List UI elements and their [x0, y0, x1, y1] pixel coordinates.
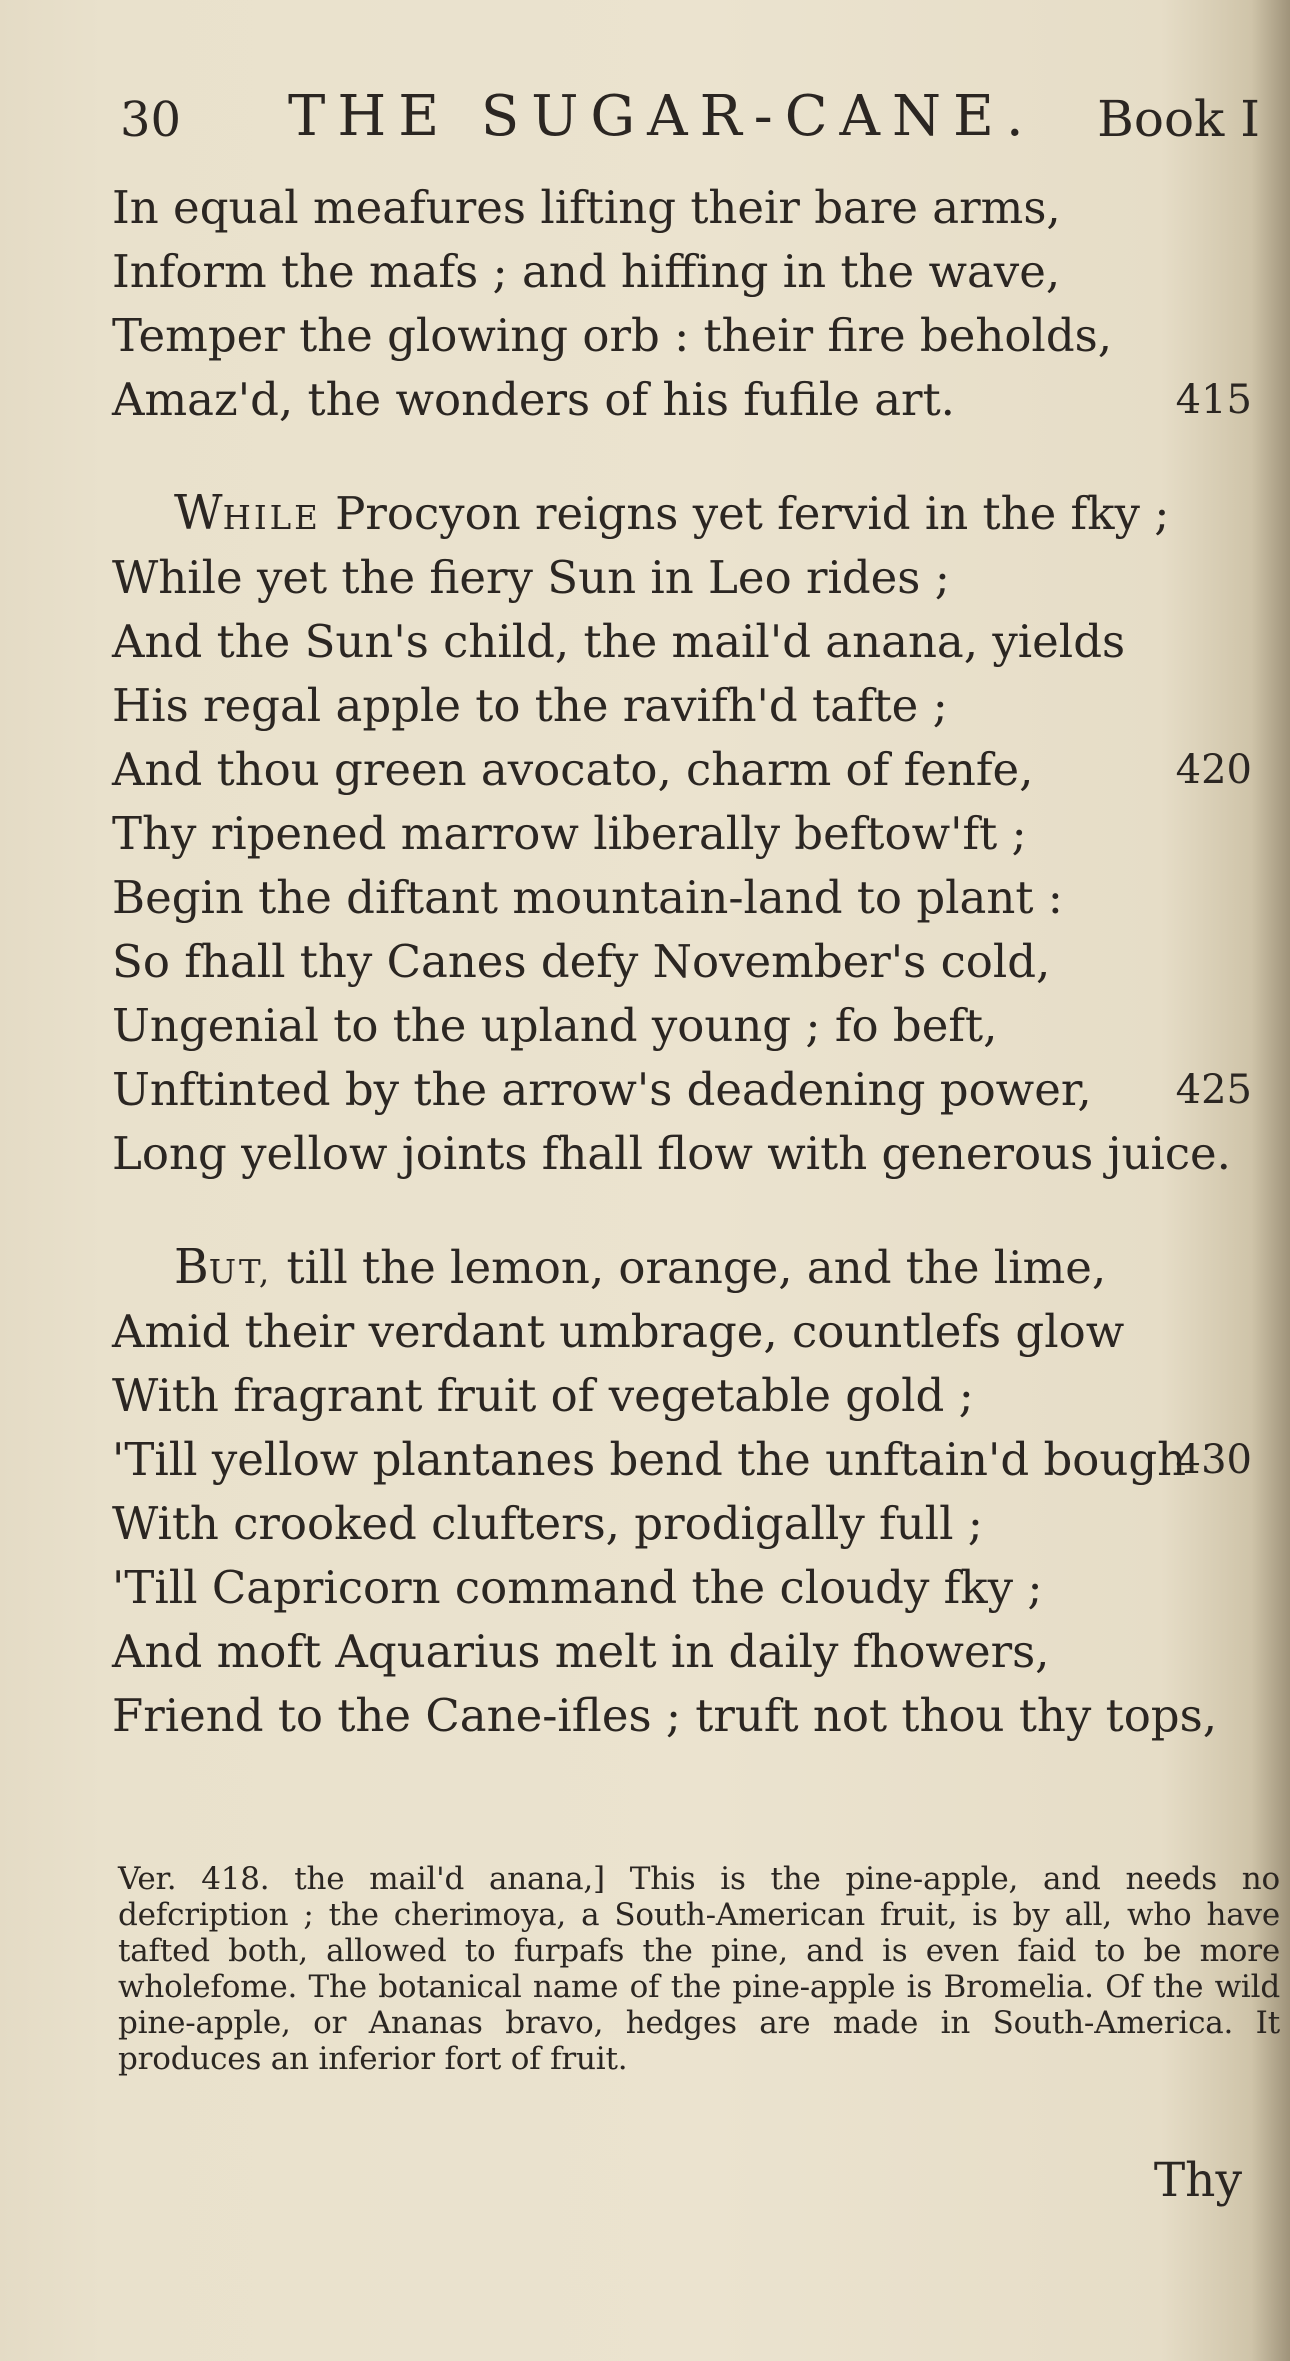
- stanza: [112, 1236, 1252, 1748]
- line-number: 425: [1175, 1067, 1252, 1113]
- verse-line: [112, 1058, 1252, 1122]
- verse-text: In equal meafures lifting their bare arms,: [112, 181, 1061, 234]
- small-caps-lead: UT,: [208, 1253, 273, 1291]
- small-caps-lead: HILE: [222, 499, 321, 537]
- verse-line: [112, 1428, 1252, 1492]
- verse-text: Unftinted by the arrow's deadening power,: [112, 1063, 1092, 1116]
- verse-line: [112, 610, 1252, 674]
- verse-line: [112, 1620, 1252, 1684]
- stanza-initial: W: [174, 486, 223, 541]
- verse-text: Thy ripened marrow liberally beftow'ft ;: [112, 807, 1027, 860]
- verse-line: [112, 546, 1252, 610]
- verse-line: [112, 176, 1252, 240]
- verse-text: And the Sun's child, the mail'd anana, yields: [112, 615, 1126, 668]
- verse-line: [112, 674, 1252, 738]
- verse-line: [112, 802, 1252, 866]
- verse-text: Amaz'd, the wonders of his fufile art.: [112, 373, 955, 426]
- stanza: [112, 482, 1252, 1186]
- verse-text: With fragrant fruit of vegetable gold ;: [112, 1369, 974, 1422]
- verse-line: [112, 368, 1252, 432]
- verse-line: [112, 240, 1252, 304]
- verse-line: [112, 1684, 1252, 1748]
- verse-text: Amid their verdant umbrage, countlefs glow: [112, 1305, 1125, 1358]
- verse-line: [112, 1300, 1252, 1364]
- verse-line: [112, 930, 1252, 994]
- verse-line: [112, 1236, 1252, 1300]
- verse-line: [112, 1364, 1252, 1428]
- verse-text: With crooked clufters, prodigally full ;: [112, 1497, 983, 1550]
- verse-text: His regal apple to the ravifh'd tafte ;: [112, 679, 948, 732]
- verse-text: Temper the glowing orb : their fire beholds,: [112, 309, 1113, 362]
- verse-text: Procyon reigns yet fervid in the fky ;: [335, 487, 1170, 540]
- verse-line: [112, 994, 1252, 1058]
- verse-line: [112, 304, 1252, 368]
- verse-text: Friend to the Cane-ifles ; truft not thou thy tops,: [112, 1689, 1218, 1742]
- stanza: [112, 176, 1252, 432]
- page-number: 30: [120, 92, 182, 148]
- verse-line: [112, 866, 1252, 930]
- footnote: [118, 1861, 1280, 2077]
- running-head: [120, 72, 1260, 162]
- verse-text: Begin the diftant mountain-land to plant :: [112, 871, 1063, 924]
- footnote-reference: Ver. 418. the mail'd anana,]: [118, 1861, 605, 1897]
- line-number: 430: [1175, 1437, 1252, 1483]
- stanza-initial: B: [174, 1240, 209, 1295]
- verse-text: And thou green avocato, charm of fenfe,: [112, 743, 1034, 796]
- footnote-text: This is the pine-apple, and needs no defcription ; the cherimoya, a South-American fruit, is by all, who have tafted both, allowed to furpafs the pine, and is even faid to be more wholefome. The botanical name of the pine-apple is Bromelia. Of the wild pine-apple, or Ananas bravo, hedges are made in South-America. It produces an inferior fort of fruit.: [118, 1861, 1280, 2077]
- verse-text: Inform the mafs ; and hiffing in the wave,: [112, 245, 1061, 298]
- verse-text: 'Till yellow plantanes bend the unftain'd bough: [112, 1433, 1187, 1486]
- verse-text: While yet the fiery Sun in Leo rides ;: [112, 551, 950, 604]
- verse-line: [112, 1556, 1252, 1620]
- verse-line: [112, 482, 1252, 546]
- catchword: Thy: [1153, 2153, 1242, 2208]
- book-label: Book I: [1097, 90, 1260, 148]
- verse-line: [112, 738, 1252, 802]
- poem-body: [112, 176, 1252, 1798]
- verse-text: And moft Aquarius melt in daily fhowers,: [112, 1625, 1050, 1678]
- line-number: 415: [1175, 377, 1252, 423]
- verse-line: [112, 1122, 1252, 1186]
- running-title: THE SUGAR-CANE.: [288, 84, 1036, 149]
- verse-line: [112, 1492, 1252, 1556]
- verse-text: till the lemon, orange, and the lime,: [286, 1241, 1107, 1294]
- verse-text: Long yellow joints fhall flow with generous juice.: [112, 1127, 1231, 1180]
- verse-text: So fhall thy Canes defy November's cold,: [112, 935, 1051, 988]
- line-number: 420: [1175, 747, 1252, 793]
- verse-text: Ungenial to the upland young ; fo beft,: [112, 999, 998, 1052]
- verse-text: 'Till Capricorn command the cloudy fky ;: [112, 1561, 1043, 1614]
